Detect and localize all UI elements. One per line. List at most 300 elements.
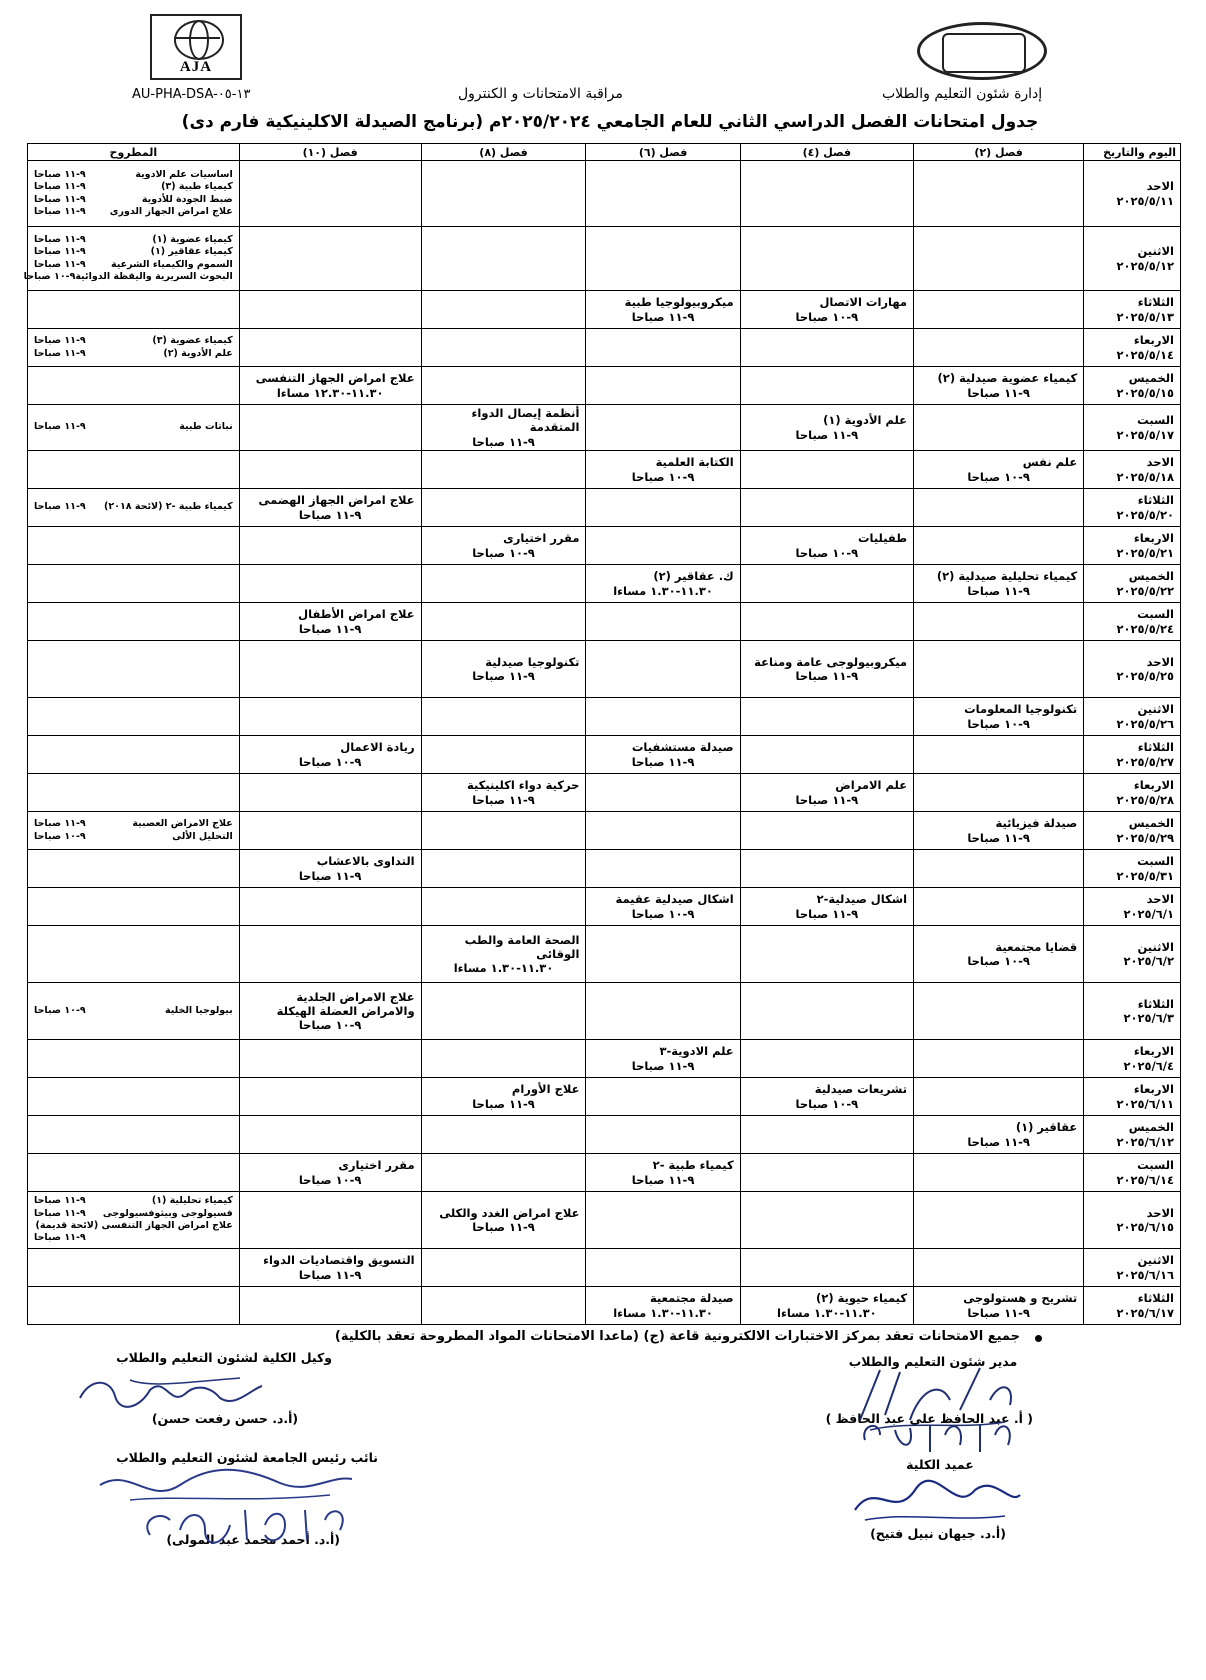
column-header: فصل (٦) xyxy=(586,144,740,161)
exam-cell xyxy=(914,565,1084,603)
day-name: السبت xyxy=(1137,1158,1174,1173)
exam-cell xyxy=(914,850,1084,888)
exam-cell xyxy=(914,527,1084,565)
day-date-cell xyxy=(1084,641,1181,698)
exam-cell xyxy=(239,983,421,1040)
exam-course: اشكال صيدلية-٢ xyxy=(816,892,908,907)
column-header: المطروح xyxy=(28,144,240,161)
column-header: فصل (٨) xyxy=(421,144,586,161)
exam-cell xyxy=(421,641,586,698)
exam-cell xyxy=(914,1078,1084,1116)
day-date-cell xyxy=(1084,888,1181,926)
day-name: الاثنين xyxy=(1137,1253,1174,1268)
director-name: ( أ. عبد الحافظ على عبد الحافظ ) xyxy=(825,1411,1033,1426)
offered-course-time: ٩-١١ صباحا xyxy=(34,205,86,217)
exam-cell xyxy=(740,983,913,1040)
day-date-cell xyxy=(1084,1154,1181,1192)
day-date-cell xyxy=(1084,291,1181,329)
exam-cell xyxy=(740,641,913,698)
exam-time: ٩-١٠ صباحا xyxy=(631,906,695,921)
offered-courses-cell xyxy=(28,926,240,983)
offered-course-name: كيمياء عضوية (٣) xyxy=(152,335,233,347)
exam-time: ٩-١١ صباحا xyxy=(298,507,362,522)
day-date-cell xyxy=(1084,565,1181,603)
exam-cell xyxy=(239,641,421,698)
exam-course: الصحة العامة والطب الوقائى xyxy=(464,932,580,961)
table-row xyxy=(28,329,1181,367)
page-title: جدول امتحانات الفصل الدراسي الثاني للعام الجامعي ٢٠٢٥/٢٠٢٤م (برنامج الصيدلة الاكلينيكية فارم دى) xyxy=(181,112,1039,132)
exam-cell xyxy=(914,1116,1084,1154)
offered-course-line xyxy=(34,1005,233,1017)
exam-cell xyxy=(239,291,421,329)
exam-date: ٢٠٢٥/٦/١٧ xyxy=(1116,1305,1174,1320)
exam-cell xyxy=(239,1249,421,1287)
offered-course-line xyxy=(34,234,233,246)
exam-cell xyxy=(421,489,586,527)
exam-cell xyxy=(740,603,913,641)
offered-course-time: ٩-١١ صباحا xyxy=(34,193,86,205)
offered-courses-cell xyxy=(28,1249,240,1287)
offered-course-time: ٩-١١ صباحا xyxy=(34,181,86,193)
offered-course-line xyxy=(34,259,233,271)
offered-course-line xyxy=(34,1195,233,1207)
exam-cell xyxy=(740,1116,913,1154)
exam-cell xyxy=(740,489,913,527)
exam-cell xyxy=(740,1154,913,1192)
table-row xyxy=(28,1249,1181,1287)
exam-cell xyxy=(586,641,740,698)
exam-cell xyxy=(740,291,913,329)
exam-cell xyxy=(239,850,421,888)
exam-course: التداوى بالاعشاب xyxy=(316,854,415,869)
table-row xyxy=(28,774,1181,812)
exam-cell xyxy=(239,736,421,774)
table-header-row xyxy=(28,144,1181,161)
exam-cell xyxy=(740,812,913,850)
exam-cell xyxy=(914,1249,1084,1287)
offered-course-line xyxy=(34,1220,233,1232)
exam-cell xyxy=(239,1040,421,1078)
exam-cell xyxy=(586,736,740,774)
day-date-cell xyxy=(1084,1116,1181,1154)
day-date-cell xyxy=(1084,1078,1181,1116)
offered-course-line xyxy=(34,1208,233,1220)
exam-cell xyxy=(421,227,586,291)
offered-courses-cell xyxy=(28,983,240,1040)
exam-cell xyxy=(421,1078,586,1116)
exam-course: حركية دواء اكلينيكية xyxy=(467,778,580,793)
exam-cell xyxy=(914,641,1084,698)
exam-course: اشكال صيدلية عقيمة xyxy=(615,892,734,907)
offered-courses-cell xyxy=(28,161,240,227)
exam-course: تكنولوجيا صيدلية xyxy=(485,654,580,669)
table-row xyxy=(28,641,1181,698)
offered-courses-cell xyxy=(28,603,240,641)
exam-date: ٢٠٢٥/٦/٢ xyxy=(1123,954,1174,969)
globe-icon xyxy=(174,20,224,60)
exam-date: ٢٠٢٥/٦/١٢ xyxy=(1116,1134,1174,1149)
exam-cell xyxy=(239,405,421,451)
exam-cell xyxy=(421,565,586,603)
director-title: مدير شئون التعليم والطلاب xyxy=(848,1354,1018,1369)
exam-course: صيدلة مستشفيات xyxy=(631,740,734,755)
offered-course-time: ٩-١١ صباحا xyxy=(34,818,86,830)
column-header: فصل (١٠) xyxy=(239,144,421,161)
exam-course: صيدلة فيزيائية xyxy=(995,816,1078,831)
table-row xyxy=(28,1116,1181,1154)
exam-cell xyxy=(586,698,740,736)
day-date-cell xyxy=(1084,926,1181,983)
exam-time: ٩-١٠ صباحا xyxy=(967,716,1030,731)
exam-cell xyxy=(586,1287,740,1325)
exam-time: ٩-١١ صباحا xyxy=(631,1058,695,1073)
day-name: الاثنين xyxy=(1137,939,1174,954)
exam-date: ٢٠٢٥/٥/٢٩ xyxy=(1116,830,1174,845)
exam-date: ٢٠٢٥/٥/١٢ xyxy=(1116,258,1174,273)
exam-cell xyxy=(740,1249,913,1287)
exam-cell xyxy=(421,1116,586,1154)
exam-cell xyxy=(740,736,913,774)
offered-course-time: ٩-١١ صباحا xyxy=(34,1207,86,1219)
exam-cell xyxy=(239,161,421,227)
exam-cell xyxy=(914,1192,1084,1249)
exam-cell xyxy=(586,527,740,565)
exam-course: علم الأدوية (١) xyxy=(823,413,908,428)
day-date-cell xyxy=(1084,1192,1181,1249)
exam-cell xyxy=(586,329,740,367)
exam-cell xyxy=(421,603,586,641)
offered-course-time: ٩-١١ صباحا xyxy=(34,246,86,258)
table-row xyxy=(28,603,1181,641)
day-name: الثلاثاء xyxy=(1137,295,1174,310)
exam-cell xyxy=(586,1116,740,1154)
offered-course-time: ٩-١١ صباحا xyxy=(34,421,86,433)
exam-cell xyxy=(914,161,1084,227)
offered-courses-cell xyxy=(28,565,240,603)
exam-date: ٢٠٢٥/٥/١٨ xyxy=(1116,469,1174,484)
day-name: الخميس xyxy=(1128,569,1174,584)
table-row xyxy=(28,812,1181,850)
offered-course-name: التحليل الألى xyxy=(172,830,233,842)
offered-course-time: ٩-١١ صباحا xyxy=(34,168,86,180)
day-date-cell xyxy=(1084,850,1181,888)
exam-date: ٢٠٢٥/٥/١٤ xyxy=(1116,347,1174,362)
exam-date: ٢٠٢٥/٥/١٥ xyxy=(1116,385,1174,400)
exam-course: علاج الأورام xyxy=(511,1082,580,1097)
exam-date: ٢٠٢٥/٦/١٦ xyxy=(1116,1267,1174,1282)
exam-course: ميكروبيولوجى عامة ومناعة xyxy=(754,654,908,669)
day-name: السبت xyxy=(1137,607,1174,622)
exam-time: ٩-١١ صباحا xyxy=(298,1267,362,1282)
exam-cell xyxy=(421,1040,586,1078)
offered-course-line xyxy=(23,270,233,283)
exam-cell xyxy=(914,888,1084,926)
exam-date: ٢٠٢٥/٥/٢٨ xyxy=(1116,792,1174,807)
table-row xyxy=(28,405,1181,451)
table-row xyxy=(28,565,1181,603)
exam-time: ٩-١١ صباحا xyxy=(472,669,535,684)
offered-courses-cell xyxy=(28,888,240,926)
offered-courses-cell xyxy=(28,329,240,367)
faculty-logo-right xyxy=(917,22,1047,80)
table-row xyxy=(28,1078,1181,1116)
offered-course-line xyxy=(34,169,233,181)
day-name: الاثنين xyxy=(1137,702,1174,717)
day-date-cell xyxy=(1084,367,1181,405)
exam-cell xyxy=(914,1154,1084,1192)
exam-cell xyxy=(914,926,1084,983)
column-header: فصل (٢) xyxy=(914,144,1084,161)
exam-cell xyxy=(586,1192,740,1249)
exam-cell xyxy=(586,1249,740,1287)
offered-courses-cell xyxy=(28,1287,240,1325)
exam-cell xyxy=(740,329,913,367)
exam-time: ١١.٣٠-١٢.٣٠ مساءا xyxy=(276,385,384,400)
exam-date: ٢٠٢٥/٦/٤ xyxy=(1123,1058,1174,1073)
offered-course-line xyxy=(34,501,233,513)
column-header: اليوم والتاريخ xyxy=(1084,144,1181,161)
exam-cell xyxy=(239,1154,421,1192)
table-row xyxy=(28,1154,1181,1192)
table-row xyxy=(28,1192,1181,1249)
exam-cell xyxy=(239,565,421,603)
exam-course: طفيليات xyxy=(857,531,908,546)
day-name: الاحد xyxy=(1146,892,1174,907)
exam-course: كيمياء حيوية (٢) xyxy=(816,1291,908,1306)
table-body xyxy=(23,161,1181,1325)
exam-cell xyxy=(586,161,740,227)
offered-course-name: كيمياء طبية (٣) xyxy=(161,181,233,193)
exam-cell xyxy=(740,161,913,227)
day-name: الثلاثاء xyxy=(1137,996,1174,1011)
exam-cell xyxy=(914,451,1084,489)
exam-cell xyxy=(239,812,421,850)
day-name: الثلاثاء xyxy=(1137,1291,1174,1306)
exam-cell xyxy=(586,1040,740,1078)
exam-cell xyxy=(740,926,913,983)
exam-time: ٩-١١ صباحا xyxy=(795,669,859,684)
exam-time: ٩-١٠ صباحا xyxy=(298,1172,362,1187)
exam-course: مقرر اختيارى xyxy=(503,531,580,546)
exam-time: ٩-١١ صباحا xyxy=(967,583,1030,598)
offered-courses-cell xyxy=(28,291,240,329)
day-name: الاحد xyxy=(1146,654,1174,669)
exam-date: ٢٠٢٥/٥/٣١ xyxy=(1116,868,1174,883)
day-date-cell xyxy=(1084,451,1181,489)
exam-date: ٢٠٢٥/٦/١١ xyxy=(1116,1096,1174,1111)
day-date-cell xyxy=(1084,489,1181,527)
exam-course: ميكروبيولوجيا طبية xyxy=(624,295,734,310)
exam-cell xyxy=(914,983,1084,1040)
dean-title: عميد الكلية xyxy=(906,1457,974,1472)
university-logo-left xyxy=(150,14,242,80)
offered-course-name: كيمياء تحليلية (١) xyxy=(151,1195,233,1207)
exam-course: علاج امراض الغدد والكلى xyxy=(439,1205,580,1220)
offered-course-name: ضبط الجودة للأدوية xyxy=(141,193,233,205)
exam-cell xyxy=(586,451,740,489)
table-row xyxy=(28,1040,1181,1078)
exam-cell xyxy=(239,451,421,489)
vice-dean-name: (أ.د. حسن رفعت حسن) xyxy=(151,1411,299,1426)
exam-course: صيدلة مجتمعية xyxy=(649,1291,734,1306)
exam-cell xyxy=(740,451,913,489)
exam-cell xyxy=(421,405,586,451)
exam-cell xyxy=(914,1287,1084,1325)
exam-cell xyxy=(914,698,1084,736)
exam-cell xyxy=(421,367,586,405)
day-date-cell xyxy=(1084,812,1181,850)
exam-cell xyxy=(239,227,421,291)
exam-date: ٢٠٢٥/٥/١٧ xyxy=(1116,427,1174,442)
exam-course: عقاقير (١) xyxy=(1015,1120,1078,1135)
exam-cell xyxy=(586,603,740,641)
exam-time: ٩-١١ صباحا xyxy=(472,434,535,449)
table-row xyxy=(28,489,1181,527)
offered-courses-cell xyxy=(28,1040,240,1078)
exam-cell xyxy=(239,1116,421,1154)
exam-date: ٢٠٢٥/٥/٢٢ xyxy=(1116,583,1174,598)
director-date-stamp xyxy=(850,1410,1020,1460)
exam-cell xyxy=(740,565,913,603)
exam-cell xyxy=(586,227,740,291)
offered-course-name: علاج امراض الجهاز الدورى xyxy=(109,205,233,217)
exam-date: ٢٠٢٥/٥/٢٥ xyxy=(1116,669,1174,684)
exam-cell xyxy=(421,983,586,1040)
exam-cell xyxy=(239,489,421,527)
day-name: الاربعاء xyxy=(1133,531,1174,546)
day-name: الخميس xyxy=(1128,1120,1174,1135)
day-name: الخميس xyxy=(1128,371,1174,386)
exam-date: ٢٠٢٥/٦/١ xyxy=(1123,906,1174,921)
dean-name: (أ.د. جيهان نبيل فتيح) xyxy=(870,1526,1006,1541)
offered-courses-cell xyxy=(28,1154,240,1192)
offered-courses-cell xyxy=(28,1192,240,1249)
exam-cell xyxy=(421,1154,586,1192)
education-affairs-department: إدارة شئون التعليم والطلاب xyxy=(882,86,1043,102)
exam-cell xyxy=(586,1154,740,1192)
offered-course-name: اساسيات علم الادوية xyxy=(135,168,233,180)
exam-cell xyxy=(914,227,1084,291)
offered-course-line xyxy=(34,206,233,218)
logo-text: AJA xyxy=(179,59,213,75)
offered-courses-cell xyxy=(28,451,240,489)
offered-course-time: ٩-١١ صباحا xyxy=(34,347,86,359)
day-date-cell xyxy=(1084,983,1181,1040)
exam-time: ٩-١٠ صباحا xyxy=(967,469,1030,484)
offered-course-time: ٩-١١ صباحا xyxy=(34,258,86,270)
offered-course-name: كيمياء عقاقير (١) xyxy=(150,246,233,258)
exam-course: كيمياء عضوية صيدلية (٢) xyxy=(937,371,1078,386)
exam-time: ٩-١٠ صباحا xyxy=(298,754,362,769)
day-date-cell xyxy=(1084,736,1181,774)
exam-cell xyxy=(239,774,421,812)
table-row xyxy=(28,161,1181,227)
exam-schedule-table xyxy=(23,143,1181,1325)
emblem-icon xyxy=(942,33,1026,73)
day-name: الثلاثاء xyxy=(1137,493,1174,508)
exam-time: ٩-١٠ صباحا xyxy=(472,545,535,560)
exam-time: ١١.٣٠-١.٣٠ مساءا xyxy=(777,1305,877,1320)
exam-time: ٩-١١ صباحا xyxy=(967,1134,1030,1149)
exam-cell xyxy=(586,926,740,983)
column-header: فصل (٤) xyxy=(740,144,913,161)
exam-cell xyxy=(586,888,740,926)
exam-course: كيمياء تحليلية صيدلية (٢) xyxy=(936,569,1078,584)
offered-courses-cell xyxy=(28,527,240,565)
exam-course: تكنولوجيا المعلومات xyxy=(964,702,1078,717)
exam-cell xyxy=(740,227,913,291)
exam-cell xyxy=(239,1287,421,1325)
exam-cell xyxy=(239,698,421,736)
exam-time: ٩-١١ صباحا xyxy=(631,754,695,769)
offered-courses-cell xyxy=(28,698,240,736)
day-name: الخميس xyxy=(1128,816,1174,831)
offered-course-line xyxy=(34,335,233,347)
table-row xyxy=(28,888,1181,926)
offered-course-name: علم الأدوية (٢) xyxy=(163,347,233,359)
exam-course: تشريعات صيدلية xyxy=(814,1082,908,1097)
exam-cell xyxy=(239,603,421,641)
exam-time: ٩-١١ صباحا xyxy=(298,621,362,636)
exam-course: ريادة الاعمال xyxy=(340,740,415,755)
offered-course-line xyxy=(34,348,233,360)
offered-courses-cell xyxy=(28,489,240,527)
day-name: الاربعاء xyxy=(1133,1044,1174,1059)
table-row xyxy=(28,983,1181,1040)
exam-course: علم نفس xyxy=(1022,455,1078,470)
exam-course: علاج الامراض الجلدية والامراض العضلة الهيكلة xyxy=(276,989,415,1018)
vice-president-title: نائب رئيس الجامعة لشئون التعليم والطلاب xyxy=(116,1450,378,1465)
exam-cell xyxy=(239,1192,421,1249)
exam-cell xyxy=(586,405,740,451)
offered-course-name: السموم والكيمياء الشرعية xyxy=(110,258,233,270)
exam-cell xyxy=(914,812,1084,850)
offered-course-line xyxy=(34,194,233,206)
offered-course-name: علاج الامراض العصبية xyxy=(132,818,233,830)
offered-courses-cell xyxy=(28,405,240,451)
exam-cell xyxy=(740,850,913,888)
exam-date: ٢٠٢٥/٥/٢٧ xyxy=(1116,754,1174,769)
exam-cell xyxy=(421,812,586,850)
exam-cell xyxy=(586,812,740,850)
offered-courses-cell xyxy=(28,850,240,888)
table-row xyxy=(28,227,1181,291)
table-row xyxy=(28,736,1181,774)
exam-time: ٩-١٠ صباحا xyxy=(298,1018,362,1033)
exam-cell xyxy=(914,489,1084,527)
exam-course: الكتابة العلمية xyxy=(655,455,734,470)
exam-cell xyxy=(421,698,586,736)
exam-time: ٩-١٠ صباحا xyxy=(795,545,859,560)
exam-cell xyxy=(421,329,586,367)
exam-time: ٩-١٠ صباحا xyxy=(795,309,859,324)
table-row xyxy=(28,367,1181,405)
exam-cell xyxy=(586,1078,740,1116)
exam-time: ٩-١١ صباحا xyxy=(967,385,1030,400)
day-date-cell xyxy=(1084,329,1181,367)
day-name: الاربعاء xyxy=(1133,333,1174,348)
exam-cell xyxy=(239,367,421,405)
vice-president-name: (أ.د. أحمد محمد عبد المولى) xyxy=(166,1532,340,1547)
exam-date: ٢٠٢٥/٦/٣ xyxy=(1123,1011,1174,1026)
exam-cell xyxy=(421,291,586,329)
table-row xyxy=(28,926,1181,983)
exam-date: ٢٠٢٥/٥/١٣ xyxy=(1116,309,1174,324)
exam-cell xyxy=(914,736,1084,774)
table-row xyxy=(28,451,1181,489)
exam-course: التسويق واقتصاديات الدواء xyxy=(263,1253,415,1268)
exam-time: ٩-١٠ صباحا xyxy=(795,1096,859,1111)
